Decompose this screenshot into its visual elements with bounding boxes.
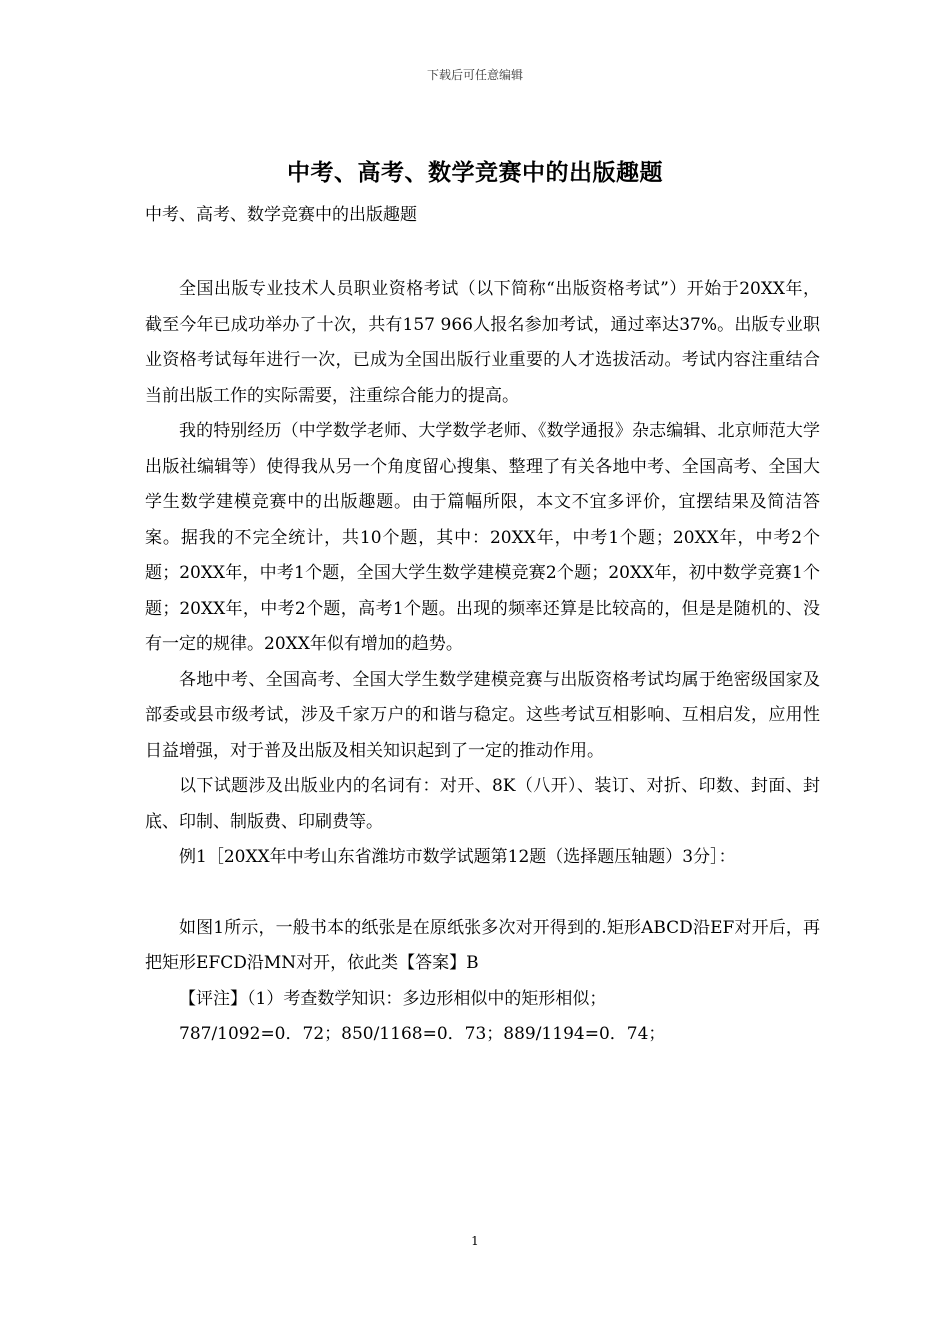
paragraph-terms: 以下试题涉及出版业内的名词有：对开、8K（八开）、装订、对折、印数、封面、封底、印制、制版费、印刷费等。 (145, 776, 820, 832)
paragraph-intro: 全国出版专业技术人员职业资格考试（以下简称“出版资格考试”）开始于20XX年，截至今年已成功举办了十次，共有157 966人报名参加考试，通过率达37%。出版专业职业资格考试每年进行一次，已成为全国出版行业重要的人才选拔活动。考试内容注重结合当前出版工作的实际需要，注重综合能力的提高。 (145, 279, 820, 406)
page-header-note: 下载后可任意编辑 (426, 68, 523, 82)
document-subtitle: 中考、高考、数学竞赛中的出版趣题 (145, 205, 417, 225)
paragraph-experience: 我的特别经历（中学数学老师、大学数学老师、《数学通报》杂志编辑、北京师范大学出版社编辑等）使得我从另一个角度留心搜集、整理了有关各地中考、全国高考、全国大学生数学建模竞赛中的出版趣题。由于篇幅所限，本文不宜多评价，宜摆结果及简洁答案。据我的不完全统计，共10个题，其中：20XX年，中考1个题；20XX年，中考2个题；20XX年，中考1个题，全国大学生数学建模竞赛2个题；20XX年，初中数学竞赛1个题；20XX年，中考2个题，高考1个题。出现的频率还算是比较高的，但是是随机的、没有一定的规律。20XX年似有增加的趋势。 (145, 421, 820, 654)
document-body (145, 272, 820, 1053)
paragraph-example-1: 例1［20XX年中考山东省潍坊市数学试题第12题（选择题压轴题）3分］： (179, 847, 736, 867)
paragraph-ratios: 787/1092=0．72；850/1168=0．73；889/1194=0．74； (179, 1024, 666, 1044)
page-number: 1 (471, 1234, 479, 1248)
document-title: 中考、高考、数学竞赛中的出版趣题 (287, 159, 663, 186)
paragraph-figure-1: 如图1所示，一般书本的纸张是在原纸张多次对开得到的.矩形ABCD沿EF对开后，再把矩形EFCD沿MN对开，依此类【答案】B (145, 917, 820, 973)
paragraph-comment: 【评注】（1）考查数学知识：多边形相似中的矩形相似； (179, 988, 607, 1009)
paragraph-exams: 各地中考、全国高考、全国大学生数学建模竞赛与出版资格考试均属于绝密级国家及部委或县市级考试，涉及千家万户的和谐与稳定。这些考试互相影响、互相启发，应用性日益增强，对于普及出版及相关知识起到了一定的推动作用。 (145, 669, 820, 761)
